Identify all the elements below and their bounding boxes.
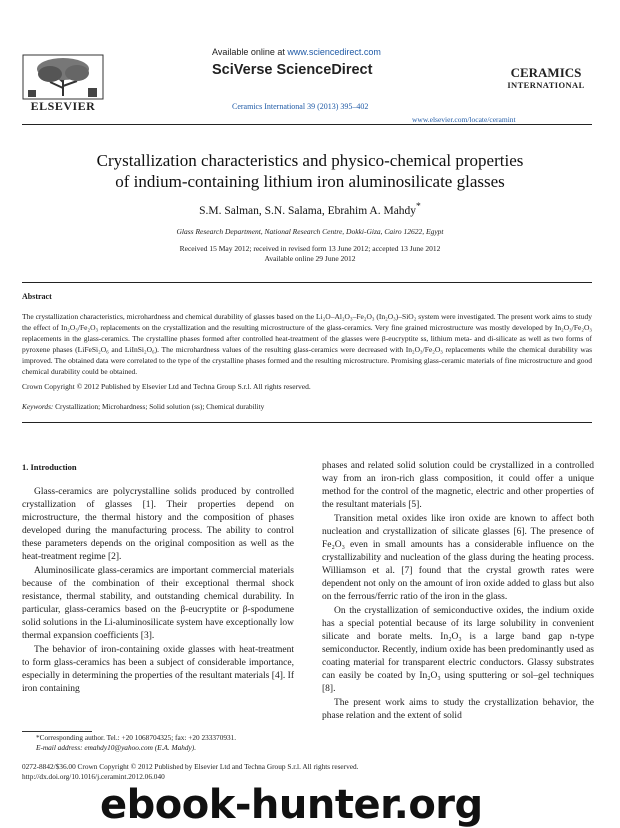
affiliation: Glass Research Department, National Research Centre, Dokki-Giza, Cairo 12622, Egypt (176, 227, 444, 236)
doi-link[interactable]: http://dx.doi.org/10.1016/j.ceramint.2012.06.040 (22, 772, 165, 781)
journal-logo: CERAMICS INTERNATIONAL (507, 65, 585, 90)
abstract-text: The crystallization characteristics, microhardness and chemical durability of glasses based on the Li₂O–Al₂O₃–Fe₂O₃ (In₂O₃)–SiO₂ system were investigated. The present work aims to study the effect of In₂O₃/Fe₂O₃ replacements on the crystallization and the resulting microstructure of the glass-ceramics. Very fine grained microstructure was mostly developed by In₂O₃/Fe₂O₃ replacements in the glass-ceramics. The crystalline phases formed after controlled heat-treatment of the glasses were β-eucryptite ss, lithium meta- and di-silicate as well as two forms of pyroxene phases (LiFeSi₂O₆ and LiInSi₂O₆). The microhardness values of the resulting glass-ceramics were decreased with In₂O₃/Fe₂O₃ replacements while the chemical durability was improved. The obtained data were correlated to the type of the crystalline phases formed and the resulting microstructure. Promising glass-ceramic materials of fine microstructure and good chemical durability could be obtained. (22, 312, 592, 376)
footnote: *Corresponding author. Tel.: +20 1068704325; fax: +20 233370931. E-mail address: emahdy10@yahoo.com (E.A. Mahdy). (22, 731, 302, 753)
paragraph: phases and related solid solution could be crystallized in a controlled way from an iron-rich glass composition, it could offer a unique method for the control of the magnetic, electric and other properties of the resultant materials [5]. (322, 461, 594, 510)
keywords: Keywords: Crystallization; Microhardness; Solid solution (ss); Chemical durability (22, 402, 265, 411)
section-heading-introduction: 1. Introduction (22, 462, 77, 472)
paragraph: Glass-ceramics are polycrystalline solids produced by controlled crystallization of glasses [1]. Their properties depend on microstructure, the thermal history and the composition of phases developed during the manufacturing process. The ability to control these parameters depends on the original composition as well as the heat-treatment regime [2]. (22, 487, 294, 562)
right-column (322, 460, 594, 724)
platform-name: SciVerse ScienceDirect (212, 62, 373, 78)
publisher-name: ELSEVIER (30, 99, 96, 113)
abstract-top-rule (22, 282, 592, 283)
copyright-line: Crown Copyright © 2012 Published by Elsevier Ltd and Techna Group S.r.l. All rights reserved. (22, 382, 311, 391)
available-online: Available online at www.sciencedirect.com (212, 47, 381, 57)
paragraph: Transition metal oxides like iron oxide are known to affect both nucleation and crystallization of silicate glasses [6]. The presence of Fe₂O₃ even in small amounts has a considerable influence on the crystallizability and nucleation of the glass during the heating process. Williamson et al. [7] found that the crystal growth rates were dependent not only on the amount of iron oxide added to glass but also on the ferrous/ferric ratio of the iron in the glass. (322, 514, 594, 602)
journal-homepage-link[interactable]: www.elsevier.com/locate/ceramint (412, 115, 516, 124)
watermark: ebook-hunter.org (100, 782, 483, 828)
abstract-bottom-rule (22, 422, 592, 423)
article-dates: Received 15 May 2012; received in revised form 13 June 2012; accepted 13 June 2012 Available online 29 June 2012 (179, 244, 441, 263)
sciencedirect-link[interactable]: www.sciencedirect.com (287, 47, 381, 57)
article-title: Crystallization characteristics and physico-chemical properties of indium-containing lithium iron aluminosilicate glasses (96, 151, 524, 191)
author-list: S.M. Salman, S.N. Salama, Ebrahim A. Mahdy* (199, 201, 421, 217)
left-column (22, 486, 294, 697)
paragraph: Aluminosilicate glass-ceramics are important commercial materials because of the combination of their exceptional thermal shock resistance, thermal stability, and outstanding chemical durability. In particular, glass-ceramics based on the β-eucryptite or β-spodumene solid solutions in the Li-aluminosilicate system have exceptionally low thermal expansion coefficients [3]. (22, 566, 294, 641)
abstract-heading: Abstract (22, 292, 52, 301)
email-address[interactable]: E-mail address: emahdy10@yahoo.com (E.A. Mahdy). (36, 743, 197, 752)
issn-doi: 0272-8842/$36.00 Crown Copyright © 2012 Published by Elsevier Ltd and Techna Group S.r.l. All rights reserved. http://dx.doi.org/10.1016/j.ceramint.2012.06.040 (22, 762, 359, 781)
paragraph: The present work aims to study the crystallization behavior, the phase relation and the extent of solid (322, 698, 594, 721)
paragraph: The behavior of iron-containing oxide glasses with heat-treatment to form glass-ceramics has been a subject of considerable importance, especially in determining the properties of the resultant materials [4]. If iron containing (22, 645, 294, 694)
corresponding-author-mark[interactable]: * (416, 201, 421, 212)
journal-reference-link[interactable]: Ceramics International 39 (2013) 395–402 (232, 102, 369, 111)
header-rule (22, 124, 592, 125)
paragraph: On the crystallization of semiconductive oxides, the indium oxide has a special potential because of its large solubility in convenient silicate and borate melts. In₂O₃ is a large band gap n-type semiconductor. Recently, indium oxide has been predominantly used as coating material for transparent electric conductors. Glassy substrates can easily be coated by In₂O₃ using sputtering or sol–gel techniques [8]. (322, 606, 594, 694)
